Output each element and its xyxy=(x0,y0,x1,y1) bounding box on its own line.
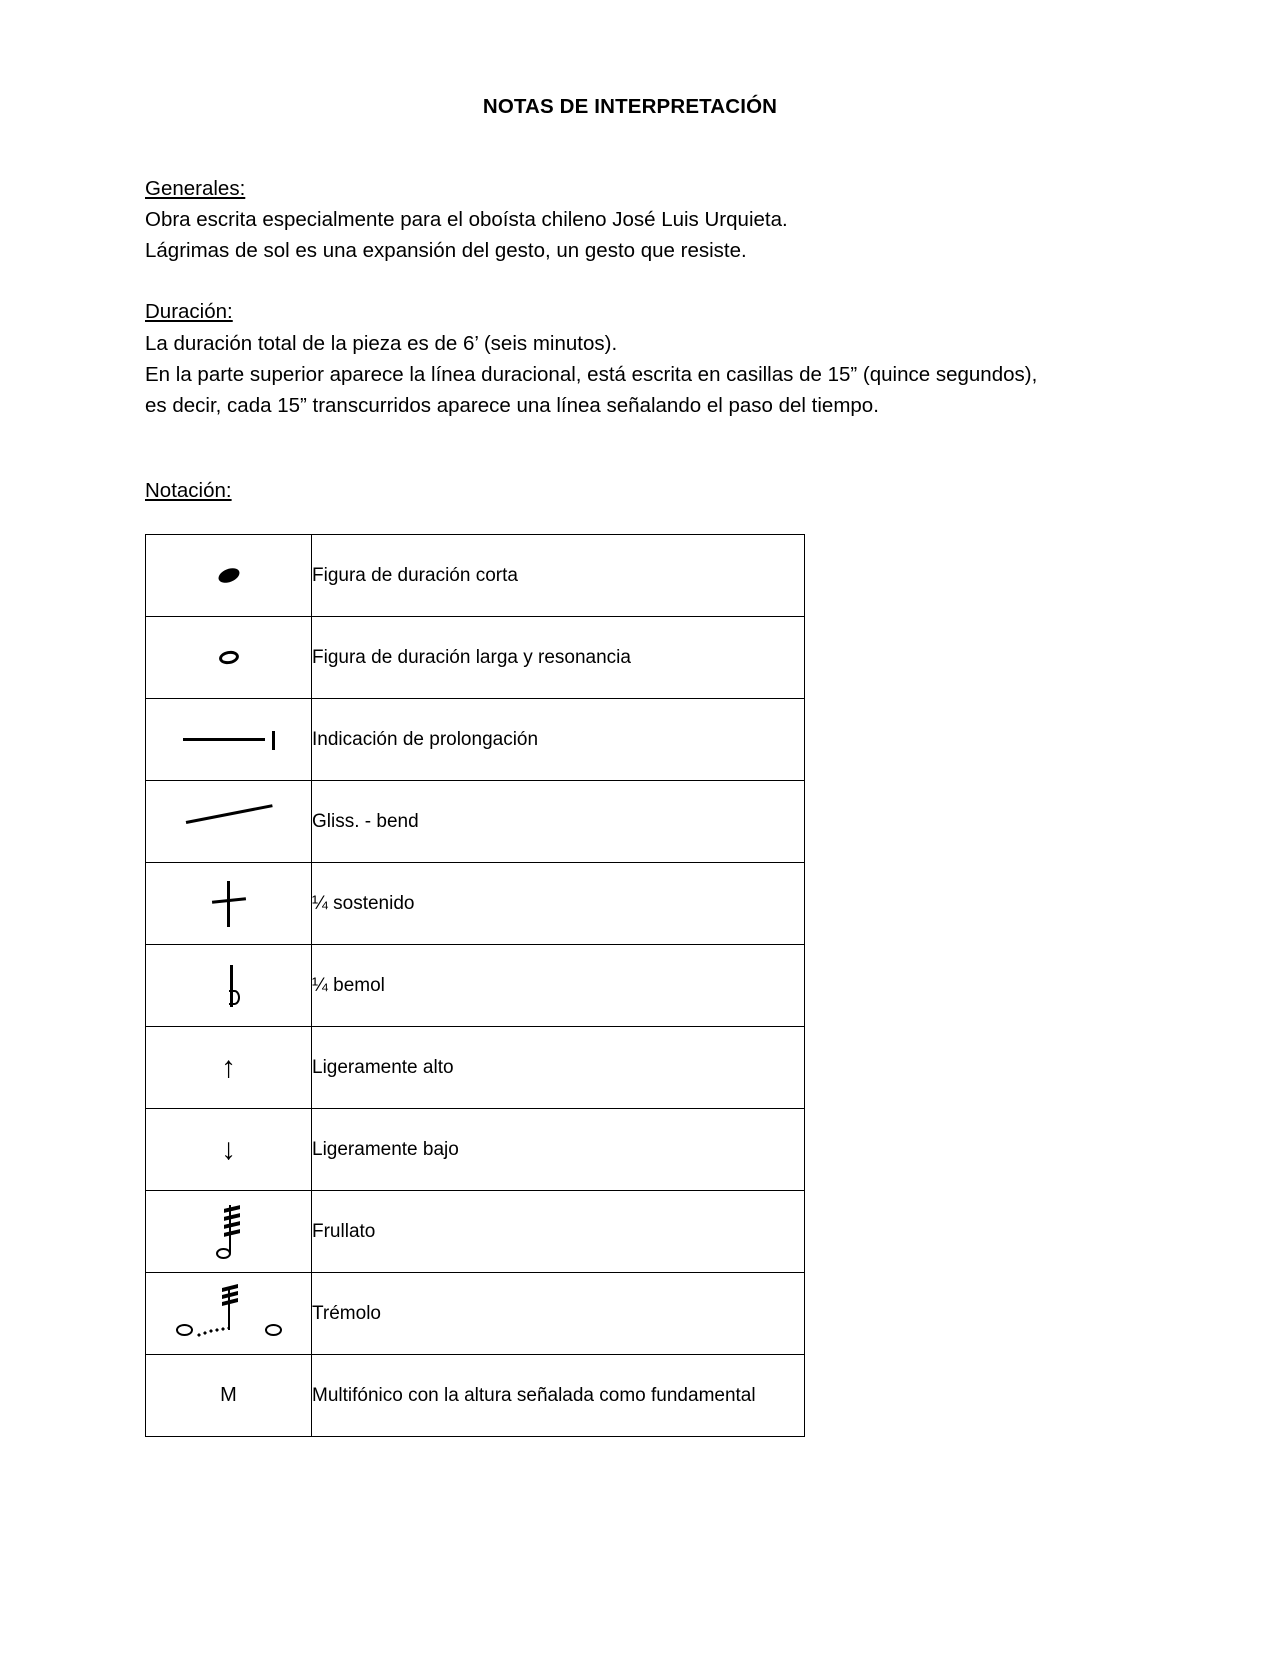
duracion-line-3: es decir, cada 15” transcurridos aparece una línea señalando el paso del tiempo. xyxy=(145,393,879,417)
symbol-cell-tremolo-notes xyxy=(146,1273,312,1355)
quarter-sharp-icon xyxy=(212,881,246,927)
table-row xyxy=(146,535,805,617)
section-heading-generales: Generales: xyxy=(145,177,246,200)
description-cell: Multifónico con la altura señalada como fundamental xyxy=(312,1355,805,1437)
description-cell: Frullato xyxy=(312,1191,805,1273)
symbol-cell-open-notehead-long xyxy=(146,617,312,699)
arrow-up-icon: ↑ xyxy=(221,1050,236,1084)
description-cell: Ligeramente alto xyxy=(312,1027,805,1109)
table-row xyxy=(146,863,805,945)
section-heading-duracion: Duración: xyxy=(145,300,233,324)
symbol-cell-flutter-tongue-note xyxy=(146,1191,312,1273)
symbol-cell-quarter-sharp xyxy=(146,863,312,945)
page-title: NOTAS DE INTERPRETACIÓN xyxy=(482,95,778,118)
description-cell: ¼ bemol xyxy=(312,945,805,1027)
symbol-cell-arrow-up xyxy=(146,1027,312,1109)
table-row xyxy=(146,945,805,1027)
spacer xyxy=(145,421,1135,475)
glissando-line-icon xyxy=(186,809,272,835)
tremolo-notes-icon xyxy=(176,1284,282,1344)
table-row xyxy=(146,617,805,699)
description-cell: Indicación de prolongación xyxy=(312,699,805,781)
duracion-line-2: En la parte superior aparece la línea duracional, está escrita en casillas de 15” (quince segundos), xyxy=(145,362,1038,386)
table-row xyxy=(146,1273,805,1355)
description-cell: Figura de duración corta xyxy=(312,535,805,617)
table-row xyxy=(146,699,805,781)
spacer xyxy=(145,266,1135,296)
prolongation-line-icon xyxy=(183,731,275,749)
flutter-tongue-note-icon xyxy=(214,1205,244,1259)
quarter-flat-icon xyxy=(218,965,240,1007)
section-duracion xyxy=(145,296,1135,421)
open-notehead-long-icon xyxy=(218,650,240,666)
description-cell: Gliss. - bend xyxy=(312,781,805,863)
description-cell: ¼ sostenido xyxy=(312,863,805,945)
table-row xyxy=(146,781,805,863)
symbol-cell-multiphonic-m xyxy=(146,1355,312,1437)
section-generales xyxy=(145,173,1135,266)
symbol-cell-glissando-line xyxy=(146,781,312,863)
table-row xyxy=(146,1109,805,1191)
generales-line-2: Lágrimas de sol es una expansión del gesto, un gesto que resiste. xyxy=(145,239,747,263)
symbol-cell-prolongation-line xyxy=(146,699,312,781)
table-row xyxy=(146,1191,805,1273)
filled-notehead-short-icon xyxy=(216,566,241,586)
symbol-cell-filled-notehead-short xyxy=(146,535,312,617)
description-cell: Ligeramente bajo xyxy=(312,1109,805,1191)
symbol-cell-arrow-down xyxy=(146,1109,312,1191)
arrow-down-icon: ↓ xyxy=(221,1132,236,1166)
symbol-cell-quarter-flat xyxy=(146,945,312,1027)
notation-table xyxy=(145,534,805,1437)
table-row xyxy=(146,1027,805,1109)
spacer xyxy=(145,119,1135,173)
duracion-line-1: La duración total de la pieza es de 6’ (seis minutos). xyxy=(145,331,618,355)
description-cell: Figura de duración larga y resonancia xyxy=(312,617,805,699)
description-cell: Trémolo xyxy=(312,1273,805,1355)
generales-line-1: Obra escrita especialmente para el oboísta chileno José Luis Urquieta. xyxy=(145,208,788,232)
table-row xyxy=(146,1355,805,1437)
section-notacion xyxy=(145,475,1135,506)
multiphonic-m-icon: M xyxy=(220,1384,237,1407)
section-heading-notacion: Notación: xyxy=(145,479,232,503)
